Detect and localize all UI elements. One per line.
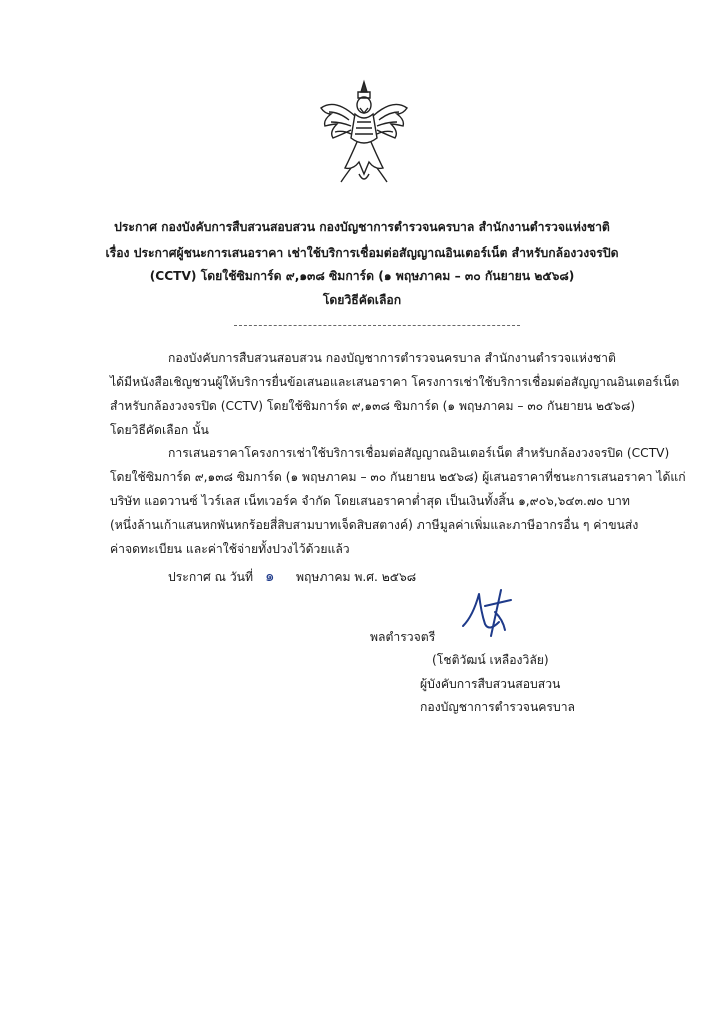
announce-date-suffix: พฤษภาคม พ.ศ. ๒๕๖๘: [296, 570, 417, 584]
signer-rank: พลตำรวจตรี: [370, 630, 436, 644]
garuda-emblem-icon: [315, 78, 413, 188]
announce-day: ๑: [265, 567, 275, 585]
paragraph-2-line: การเสนอราคาโครงการเช่าใช้บริการเชื่อมต่อสัญญาณอินเตอร์เน็ต สำหรับกล้องวงจรปิด (CCTV): [168, 446, 670, 460]
paragraph-1-line: ได้มีหนังสือเชิญชวนผู้ให้บริการยื่นข้อเสนอและเสนอราคา โครงการเช่าใช้บริการเชื่อมต่อสัญญาณอินเตอร์เน็ต: [110, 375, 680, 389]
announcement-heading: ประกาศ กองบังคับการสืบสวนสอบสวน กองบัญชาการตำรวจนครบาล สำนักงานตำรวจแห่งชาติ: [114, 220, 610, 234]
announce-date-prefix: ประกาศ ณ วันที่: [168, 570, 254, 584]
signer-name: (โชติวัฒน์ เหลืองวิลัย): [432, 653, 549, 667]
paragraph-1-line: โดยวิธีคัดเลือก นั้น: [110, 423, 209, 437]
paragraph-2-line: โดยใช้ซิมการ์ด ๙,๑๓๘ ซิมการ์ด (๑ พฤษภาคม – ๓๐ กันยายน ๒๕๖๘) ผู้เสนอราคาที่ชนะการเสนอราคา ได้แก่: [110, 470, 686, 484]
paragraph-1-line: สำหรับกล้องวงจรปิด (CCTV) โดยใช้ซิมการ์ด ๙,๑๓๘ ซิมการ์ด (๑ พฤษภาคม – ๓๐ กันยายน ๒๕๖๘): [110, 399, 636, 413]
paragraph-2-line: บริษัท แอดวานซ์ ไวร์เลส เน็ทเวอร์ค จำกัด โดยเสนอราคาต่ำสุด เป็นเงินทั้งสิ้น ๑,๙๐๖,๖๔๓.๗๐ บาท: [110, 494, 630, 508]
handwritten-signature-icon: [455, 586, 521, 642]
signer-title-2: กองบัญชาการตำรวจนครบาล: [420, 700, 576, 714]
subject-line-3: โดยวิธีคัดเลือก: [322, 293, 402, 307]
paragraph-2-line: (หนึ่งล้านเก้าแสนหกพันหกร้อยสี่สิบสามบาทเจ็ดสิบสตางค์) ภาษีมูลค่าเพิ่มและภาษีอากรอื่น ๆ ค่าขนส่ง: [110, 518, 639, 532]
paragraph-1-line: กองบังคับการสืบสวนสอบสวน กองบัญชาการตำรวจนครบาล สำนักงานตำรวจแห่งชาติ: [168, 351, 616, 365]
paragraph-2-line: ค่าจดทะเบียน และค่าใช้จ่ายทั้งปวงไว้ด้วยแล้ว: [110, 542, 350, 556]
divider: [234, 325, 520, 326]
subject-line-1: เรื่อง ประกาศผู้ชนะการเสนอราคา เช่าใช้บริการเชื่อมต่อสัญญาณอินเตอร์เน็ต สำหรับกล้องวงจรปิด: [105, 246, 619, 260]
subject-line-2: (CCTV) โดยใช้ซิมการ์ด ๙,๑๓๘ ซิมการ์ด (๑ พฤษภาคม – ๓๐ กันยายน ๒๕๖๘): [149, 269, 575, 283]
signer-title-1: ผู้บังคับการสืบสวนสอบสวน: [420, 677, 561, 691]
